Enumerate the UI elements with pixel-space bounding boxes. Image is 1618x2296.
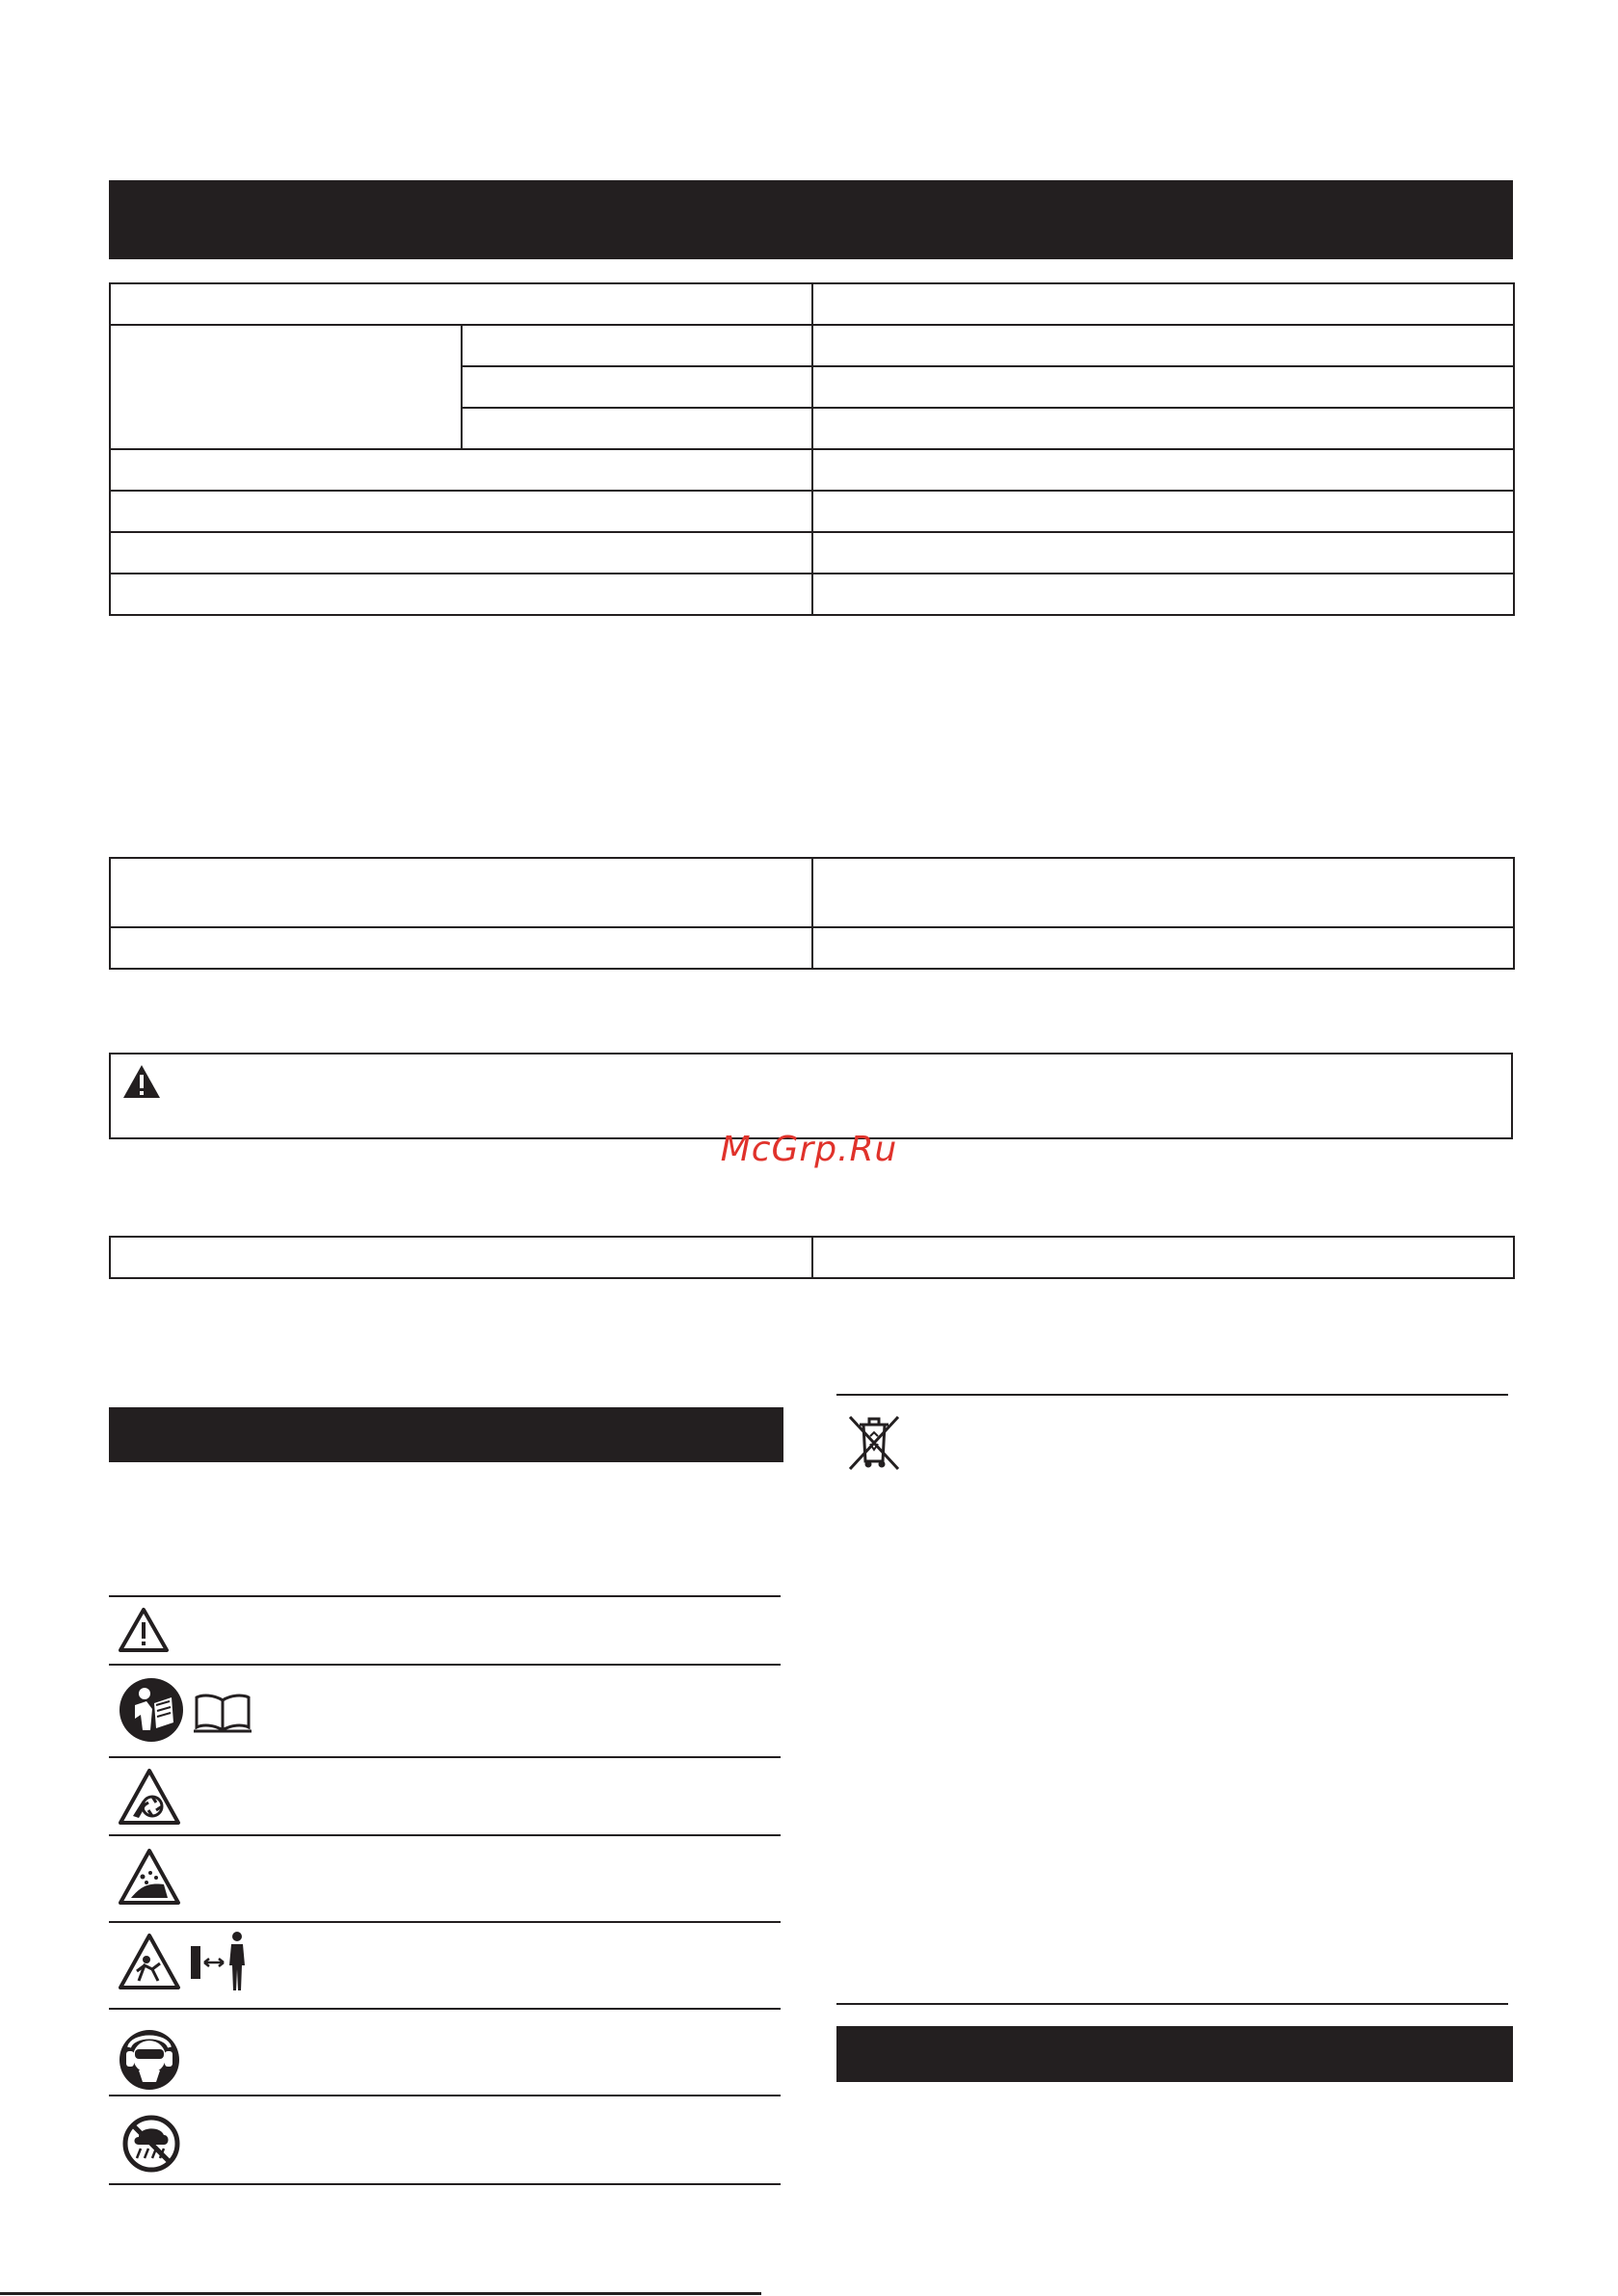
- footer-rule: [0, 2292, 761, 2295]
- table-row: [110, 449, 1514, 491]
- do-not-expose-to-rain-icon: [121, 2114, 181, 2174]
- table-row: [110, 532, 1514, 574]
- specifications-header-band: [109, 180, 1513, 259]
- symbol-divider: [109, 1834, 781, 1836]
- spec-label-cell: [110, 574, 812, 615]
- spec-value-cell: [812, 366, 1514, 408]
- weee-bottom-rule: [836, 2003, 1508, 2005]
- symbol-divider: [109, 1664, 781, 1666]
- spec-value-cell: [812, 491, 1514, 532]
- symbol-divider: [109, 1921, 781, 1923]
- table-row: [110, 858, 1514, 927]
- table-row: [110, 574, 1514, 615]
- spec-label-cell: [110, 532, 812, 574]
- wear-eye-ear-protection-icon: [118, 2028, 181, 2092]
- spec-value-cell: [812, 325, 1514, 366]
- noise-label-cell: [110, 858, 812, 927]
- watermark-text: McGrp.Ru: [720, 1130, 898, 1169]
- warning-box: [109, 1053, 1513, 1139]
- spec-label-cell: [110, 449, 812, 491]
- table-row: [110, 927, 1514, 969]
- spec-label-cell: [110, 491, 812, 532]
- noise-value-cell: [812, 927, 1514, 969]
- warning-triangle-icon: [122, 1064, 161, 1099]
- table-row: [110, 1237, 1514, 1278]
- spec-value-cell: [812, 283, 1514, 325]
- warning-triangle-icon: [118, 1607, 170, 1653]
- noise-value-cell: [812, 858, 1514, 927]
- thrown-objects-hazard-icon: [118, 1848, 181, 1906]
- spec-value-cell: [812, 408, 1514, 449]
- spec-group-label-cell: [110, 325, 462, 449]
- keep-bystanders-away-icon: [189, 1931, 251, 1992]
- read-manual-icon: [118, 1676, 185, 1744]
- symbol-divider: [109, 2008, 781, 2010]
- spec-sublabel-cell: [462, 408, 812, 449]
- vibration-label-cell: [110, 1237, 812, 1278]
- table-row: [110, 491, 1514, 532]
- noise-label-cell: [110, 927, 812, 969]
- vibration-value-cell: [812, 1237, 1514, 1278]
- spec-value-cell: [812, 449, 1514, 491]
- spec-value-cell: [812, 532, 1514, 574]
- rotating-blade-hazard-icon: [118, 1768, 181, 1826]
- table-row: [110, 283, 1514, 325]
- specifications-table: [109, 282, 1515, 616]
- spec-sublabel-cell: [462, 325, 812, 366]
- table-row: [110, 325, 1514, 366]
- symbols-header-band: [109, 1407, 783, 1462]
- symbol-divider: [109, 2095, 781, 2096]
- symbol-divider: [109, 1595, 781, 1597]
- spec-sublabel-cell: [462, 366, 812, 408]
- symbol-divider: [109, 2183, 781, 2185]
- symbol-divider: [109, 1756, 781, 1758]
- spec-label-cell: [110, 283, 812, 325]
- spec-value-cell: [812, 574, 1514, 615]
- right-section-header-band: [836, 2026, 1513, 2082]
- thrown-objects-hazard-icon: [118, 1933, 181, 1990]
- vibration-table: [109, 1236, 1515, 1279]
- crossed-out-wheelie-bin-icon: [846, 1413, 902, 1473]
- manual-book-icon: [193, 1693, 252, 1735]
- noise-table: [109, 857, 1515, 970]
- weee-top-rule: [836, 1394, 1508, 1396]
